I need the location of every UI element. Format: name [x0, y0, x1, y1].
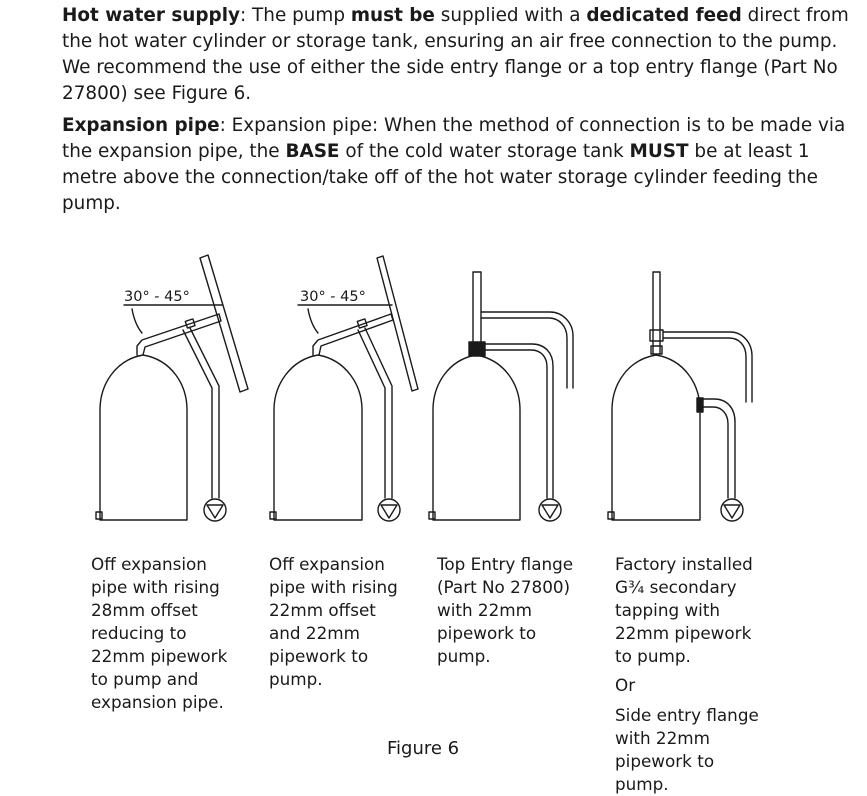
caption-3: [437, 553, 573, 668]
paragraph-text: direct from the hot water cylinder or storage tank, ensuring an air free connection to the pump. We recommend the use of either the side entry flange or a top entry flange (Part No 27800) see Figure 6.: [62, 5, 849, 104]
caption-line: 22mm offset: [269, 600, 376, 620]
drain-valve: [96, 512, 102, 519]
caption-or: Or: [615, 675, 636, 695]
caption-line: expansion pipe.: [91, 692, 224, 712]
emphasis-text: BASE: [285, 141, 340, 162]
expansion-pipe: [473, 272, 481, 342]
caption-line: to pump and: [91, 669, 199, 689]
secondary-tapping: [697, 398, 703, 412]
rising-offset-pipe: [313, 314, 393, 355]
caption-line: pump.: [437, 646, 491, 666]
caption-line: Factory installed: [615, 554, 753, 574]
caption-line: pump.: [615, 774, 669, 794]
expansion-pipe: [653, 272, 660, 354]
caption-line: with 22mm: [437, 600, 532, 620]
pump-feed-pipe: [183, 328, 219, 498]
figure-label: Figure 6: [387, 738, 460, 759]
pump-feed-pipe: [703, 399, 735, 498]
cylinder-1: [100, 355, 187, 520]
emphasis-text: must be: [350, 5, 435, 26]
paragraph-text: : Expansion pipe: When the method of connection is to be made via the expansion pipe, the: [62, 115, 846, 162]
caption-line: 22mm pipework: [91, 646, 228, 666]
cylinder-2: [274, 355, 362, 520]
cylinder-3: [433, 355, 520, 520]
hot-water-supply-heading: Hot water supply: [62, 5, 241, 26]
rising-offset-pipe: [137, 314, 221, 355]
caption-line: (Part No 27800): [437, 577, 571, 597]
caption-line: reducing to: [91, 623, 187, 643]
angle-label-2: 30° - 45°: [300, 289, 366, 305]
pump-feed-pipe: [358, 328, 392, 498]
upper-pipe-arm: [663, 332, 752, 402]
top-entry-flange: [469, 342, 485, 356]
emphasis-text: dedicated feed: [586, 5, 742, 26]
caption-line: Off expansion: [269, 554, 385, 574]
paragraph-text: : The pump: [240, 5, 351, 26]
caption-line: pump.: [269, 669, 323, 689]
pump-icon: [204, 499, 226, 521]
caption-2: [269, 553, 398, 691]
diagram-4-secondary-tapping: [608, 272, 752, 521]
expansion-pipe-heading: Expansion pipe: [62, 115, 220, 136]
tee-fitting: [650, 330, 663, 341]
caption-line: pipe with rising: [269, 577, 398, 597]
angle-arc: [308, 309, 318, 333]
caption-line: pipework to: [437, 623, 537, 643]
caption-line: tapping with: [615, 600, 721, 620]
pump-feed-pipe: [485, 344, 553, 498]
caption-line: G¾ secondary: [615, 577, 737, 597]
paragraph-text: supplied with a: [434, 5, 587, 26]
caption-4: [615, 553, 759, 796]
angle-label-1: 30° - 45°: [124, 289, 190, 305]
pump-icon: [378, 499, 400, 521]
emphasis-text: MUST: [629, 141, 689, 162]
diagram-3-top-entry-flange: [429, 272, 573, 521]
pump-icon: [721, 499, 743, 521]
pump-icon: [539, 499, 561, 521]
expansion-pipe: [200, 255, 248, 392]
caption-1: [91, 553, 227, 714]
caption-line: 28mm offset: [91, 600, 198, 620]
drain-valve: [429, 512, 435, 519]
drain-valve: [270, 512, 276, 519]
caption-line: and 22mm: [269, 623, 360, 643]
caption-line: pipework to: [269, 646, 369, 666]
caption-line: Top Entry flange: [437, 554, 574, 574]
drain-valve: [608, 512, 614, 519]
caption-line: Off expansion: [91, 554, 207, 574]
angle-arc: [132, 309, 142, 333]
paragraph-text: of the cold water storage tank: [339, 141, 630, 162]
caption-line: pipework to: [615, 751, 715, 771]
caption-line: 22mm pipework: [615, 623, 752, 643]
caption-line: Side entry flange: [615, 705, 759, 725]
caption-line: to pump.: [615, 646, 691, 666]
cylinder-4: [612, 355, 700, 520]
paragraph-text: be at least 1 metre above the connection/take off of the hot water storage cylinder feeding the pump.: [62, 141, 818, 214]
caption-line: with 22mm: [615, 728, 710, 748]
caption-line: pipe with rising: [91, 577, 220, 597]
